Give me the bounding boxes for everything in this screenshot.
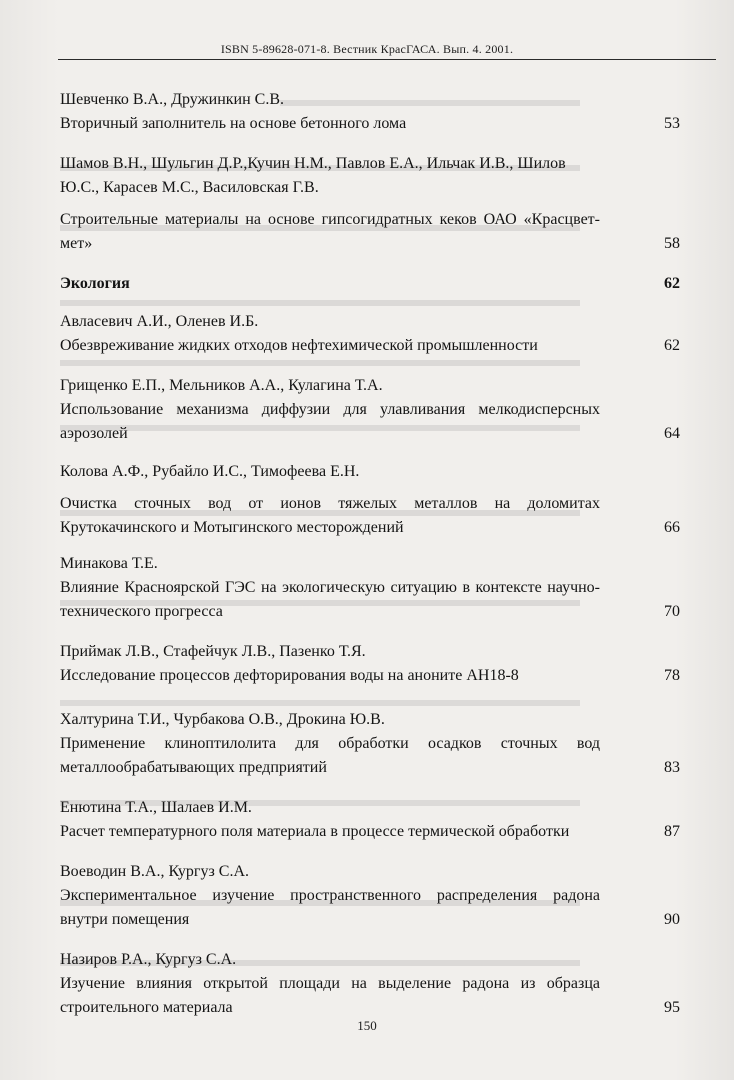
entry-page-number: 87 bbox=[664, 823, 680, 840]
toc-entry bbox=[60, 152, 680, 256]
toc-entry bbox=[60, 310, 680, 358]
entry-authors: Колова А.Ф., Рубайло И.С., Тимофеева Е.Н. bbox=[60, 463, 360, 480]
entry-title: Применение клиноптилолита для обработки осадков сточных вод металлообрабатывающих предприятий bbox=[60, 735, 600, 776]
entry-authors: Грищенко Е.П., Мельников А.А., Кулагина Т.А. bbox=[60, 377, 383, 394]
entry-title: Расчет температурного поля материала в процессе термической обработки bbox=[60, 823, 570, 840]
toc-entry bbox=[60, 796, 680, 844]
entry-authors: Енютина Т.А., Шалаев И.М. bbox=[60, 799, 252, 816]
entry-title: Использование механизма диффузии для улавливания мелкодисперсных аэрозолей bbox=[60, 401, 600, 442]
toc-entry bbox=[60, 552, 680, 624]
entry-page-number: 62 bbox=[664, 337, 680, 354]
entry-page-number: 53 bbox=[664, 115, 680, 132]
entry-title: Влияние Красноярской ГЭС на экологическую ситуацию в контексте научно-технического прогресса bbox=[60, 579, 600, 620]
entry-authors: Авласевич А.И., Оленев И.Б. bbox=[60, 313, 259, 330]
page-number-footer: 150 bbox=[357, 1018, 377, 1033]
entry-authors: Минакова Т.Е. bbox=[60, 555, 158, 572]
toc-entry bbox=[60, 948, 680, 1020]
entry-authors: Шамов В.Н., Шульгин Д.Р.,Кучин Н.М., Павлов Е.А., Ильчак И.В., Шилов Ю.С., Карасев М.С., Василовская Г.В. bbox=[60, 155, 566, 196]
entry-authors: Назиров Р.А., Кургуз С.А. bbox=[60, 951, 237, 968]
entry-title: Строительные материалы на основе гипсогидратных кеков ОАО «Красцвет-мет» bbox=[60, 211, 600, 252]
entry-page-number: 70 bbox=[664, 603, 680, 620]
entry-page-number: 90 bbox=[664, 911, 680, 928]
entry-title: Очистка сточных вод от ионов тяжелых металлов на доломитах Крутокачинского и Мотыгинского месторождений bbox=[60, 495, 600, 536]
toc-entry bbox=[60, 460, 680, 540]
toc-entry bbox=[60, 640, 680, 688]
running-header: ISBN 5-89628-071-8. Вестник КрасГАСА. Вып. 4. 2001. bbox=[220, 42, 514, 56]
entry-page-number: 58 bbox=[664, 235, 680, 252]
entry-title: Вторичный заполнитель на основе бетонного лома bbox=[60, 115, 407, 132]
entry-authors: Воеводин В.А., Кургуз С.А. bbox=[60, 863, 250, 880]
entry-authors: Шевченко В.А., Дружинкин С.В. bbox=[60, 91, 284, 108]
entry-title: Изучение влияния открытой площади на выделение радона из образца строительного материала bbox=[60, 975, 600, 1016]
toc-section bbox=[60, 272, 680, 296]
toc-entry bbox=[60, 708, 680, 780]
entry-page-number: 78 bbox=[664, 667, 680, 684]
entry-page-number: 64 bbox=[664, 425, 680, 442]
header-rule bbox=[58, 59, 716, 60]
entry-page-number: 95 bbox=[664, 999, 680, 1016]
entry-title: Экспериментальное изучение пространственного распределения радона внутри помещения bbox=[60, 887, 600, 928]
toc-entry bbox=[60, 374, 680, 446]
section-page-number: 62 bbox=[664, 275, 680, 292]
toc-entry bbox=[60, 860, 680, 932]
entry-authors: Халтурина Т.И., Чурбакова О.В., Дрокина Ю.В. bbox=[60, 711, 385, 728]
entry-title: Исследование процессов дефторирования воды на аноните АН18-8 bbox=[60, 667, 519, 684]
entry-authors: Приймак Л.В., Стафейчук Л.В., Пазенко Т.Я. bbox=[60, 643, 366, 660]
entry-page-number: 83 bbox=[664, 759, 680, 776]
entry-title: Обезвреживание жидких отходов нефтехимической промышленности bbox=[60, 337, 538, 354]
toc-entry bbox=[60, 88, 680, 136]
entry-page-number: 66 bbox=[664, 519, 680, 536]
section-heading: Экология bbox=[60, 275, 130, 292]
